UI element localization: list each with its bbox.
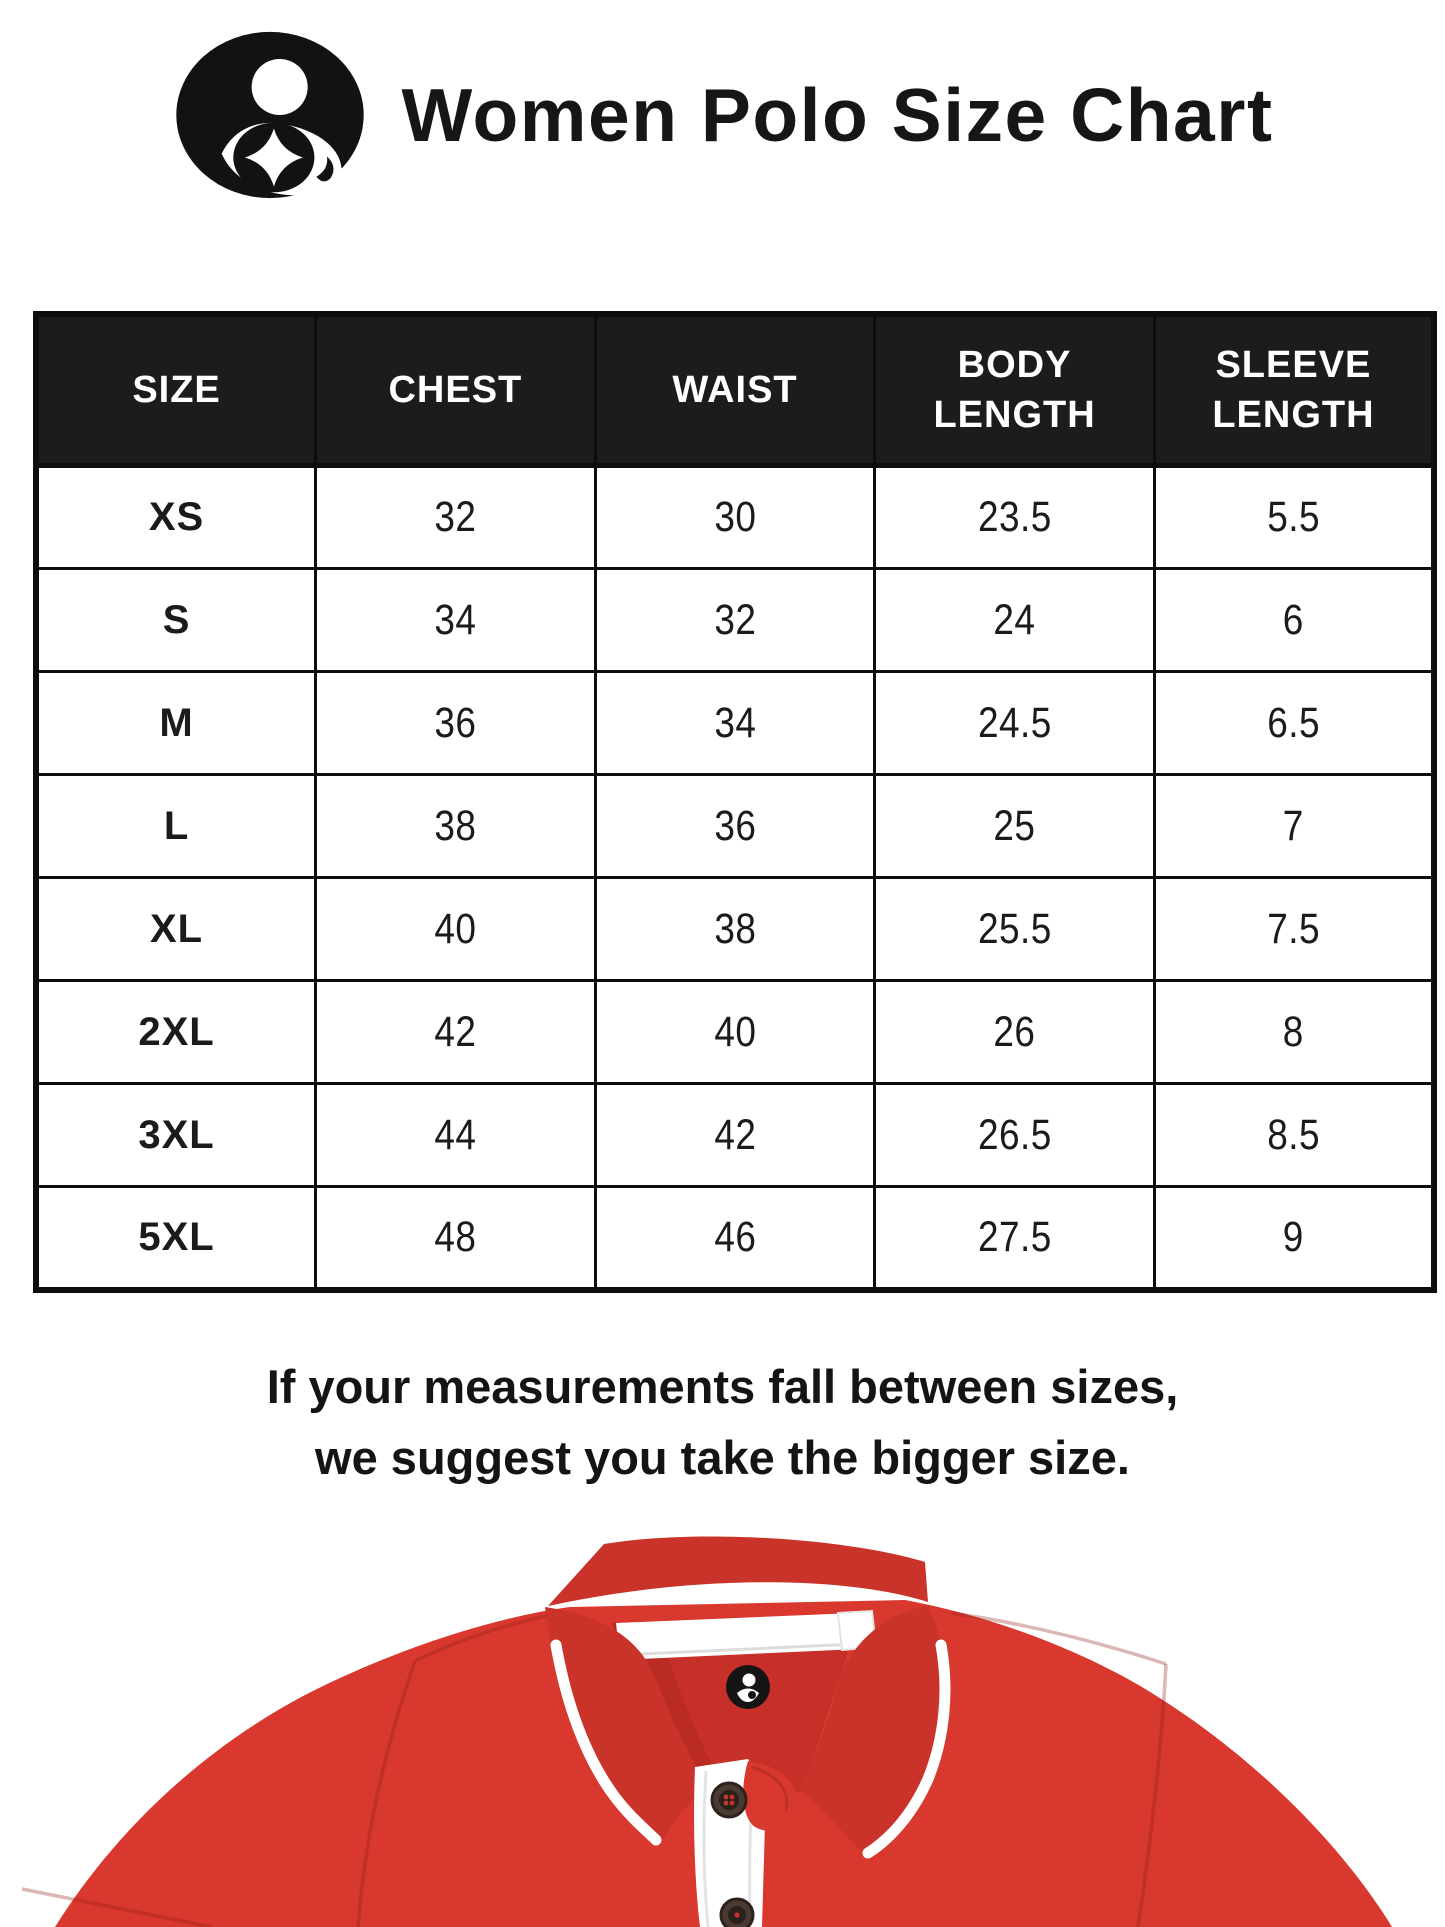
sleeve-length-cell — [1154, 1187, 1434, 1290]
column-header-label: SIZE — [132, 368, 221, 411]
polo-shirt-image — [0, 1527, 1445, 1927]
table-row — [36, 775, 1434, 878]
column-header-label: WAIST — [672, 368, 798, 411]
body-length-cell — [875, 1084, 1155, 1187]
cell-value: 26 — [993, 1007, 1036, 1056]
cell-value: 34 — [713, 698, 756, 747]
size-cell: XS — [36, 466, 316, 569]
table-row — [36, 1187, 1434, 1290]
cell-value: 36 — [713, 801, 756, 850]
cell-value: 32 — [713, 595, 756, 644]
body-length-cell — [875, 981, 1155, 1084]
cell-value: 38 — [434, 801, 477, 850]
cell-value: 9 — [1282, 1212, 1304, 1261]
column-header-chest — [316, 314, 596, 466]
cell-value: 6 — [1282, 595, 1304, 644]
sleeve-length-cell — [1154, 466, 1434, 569]
brand-header — [0, 30, 1445, 200]
sleeve-length-cell — [1154, 775, 1434, 878]
body-length-cell — [875, 466, 1155, 569]
cell-value: 5.5 — [1267, 493, 1320, 541]
table-row — [36, 1084, 1434, 1187]
cell-value: 36 — [434, 698, 477, 747]
cell-value: 44 — [434, 1110, 477, 1159]
sleeve-length-cell — [1154, 878, 1434, 981]
cell-value: 38 — [713, 904, 756, 953]
cell-value: 34 — [434, 595, 477, 644]
sleeve-length-cell — [1154, 981, 1434, 1084]
chest-cell — [316, 569, 596, 672]
column-header-size — [36, 314, 316, 466]
column-header-label: SLEEVE LENGTH — [1212, 343, 1375, 436]
chest-cell — [316, 775, 596, 878]
chest-cell — [316, 1187, 596, 1290]
body-length-cell — [875, 569, 1155, 672]
column-header-waist — [595, 314, 875, 466]
sleeve-length-cell — [1154, 672, 1434, 775]
cell-value: 8 — [1282, 1007, 1304, 1056]
cell-value: 42 — [713, 1110, 756, 1159]
waist-cell — [595, 1084, 875, 1187]
fit-note — [0, 1352, 1445, 1493]
size-cell: 3XL — [36, 1084, 316, 1187]
cell-value: 7 — [1282, 801, 1304, 850]
table-row — [36, 981, 1434, 1084]
cell-value: 26.5 — [977, 1110, 1052, 1159]
fit-note-line-2: we suggest you take the bigger size. — [315, 1430, 1130, 1484]
cell-value: 40 — [713, 1007, 756, 1056]
cell-value: 48 — [434, 1212, 477, 1261]
cell-value: 32 — [434, 493, 477, 541]
column-header-sleeve-length — [1154, 314, 1434, 466]
waist-cell — [595, 775, 875, 878]
waist-cell — [595, 1187, 875, 1290]
column-header-label: CHEST — [388, 368, 523, 411]
size-chart-table — [33, 311, 1437, 1293]
cell-value: 7.5 — [1267, 904, 1320, 953]
table-row — [36, 466, 1434, 569]
cell-value: 46 — [713, 1212, 756, 1261]
cell-value: 24 — [993, 595, 1036, 644]
body-length-cell — [875, 1187, 1155, 1290]
chest-cell — [316, 878, 596, 981]
brand-logo-icon — [172, 30, 368, 200]
size-cell: 5XL — [36, 1187, 316, 1290]
cell-value: 40 — [434, 904, 477, 953]
polo-neck-logo-icon — [726, 1665, 770, 1709]
sleeve-length-cell — [1154, 569, 1434, 672]
cell-value: 25 — [993, 801, 1036, 850]
waist-cell — [595, 569, 875, 672]
size-cell: M — [36, 672, 316, 775]
cell-value: 23.5 — [977, 493, 1052, 541]
table-row — [36, 569, 1434, 672]
cell-value: 27.5 — [977, 1212, 1052, 1261]
body-length-cell — [875, 775, 1155, 878]
size-cell: 2XL — [36, 981, 316, 1084]
size-cell: L — [36, 775, 316, 878]
table-header-row — [36, 314, 1434, 466]
polo-collar-stand — [548, 1536, 928, 1606]
chest-cell — [316, 672, 596, 775]
table-row — [36, 878, 1434, 981]
waist-cell — [595, 672, 875, 775]
table-row — [36, 672, 1434, 775]
cell-value: 42 — [434, 1007, 477, 1056]
column-header-body-length — [875, 314, 1155, 466]
polo-button-top — [712, 1783, 746, 1817]
chest-cell — [316, 981, 596, 1084]
chest-cell — [316, 466, 596, 569]
cell-value: 30 — [713, 493, 756, 541]
waist-cell — [595, 981, 875, 1084]
size-cell: S — [36, 569, 316, 672]
sleeve-length-cell — [1154, 1084, 1434, 1187]
waist-cell — [595, 878, 875, 981]
cell-value: 25.5 — [977, 904, 1052, 953]
size-cell: XL — [36, 878, 316, 981]
chest-cell — [316, 1084, 596, 1187]
body-length-cell — [875, 878, 1155, 981]
fit-note-line-1: If your measurements fall between sizes, — [266, 1360, 1179, 1413]
column-header-label: BODY LENGTH — [933, 343, 1096, 436]
cell-value: 8.5 — [1267, 1110, 1320, 1159]
cell-value: 6.5 — [1267, 698, 1320, 747]
cell-value: 24.5 — [977, 698, 1052, 747]
body-length-cell — [875, 672, 1155, 775]
polo-button-bottom — [721, 1899, 753, 1927]
page-title: Women Polo Size Chart — [401, 73, 1274, 157]
waist-cell — [595, 466, 875, 569]
